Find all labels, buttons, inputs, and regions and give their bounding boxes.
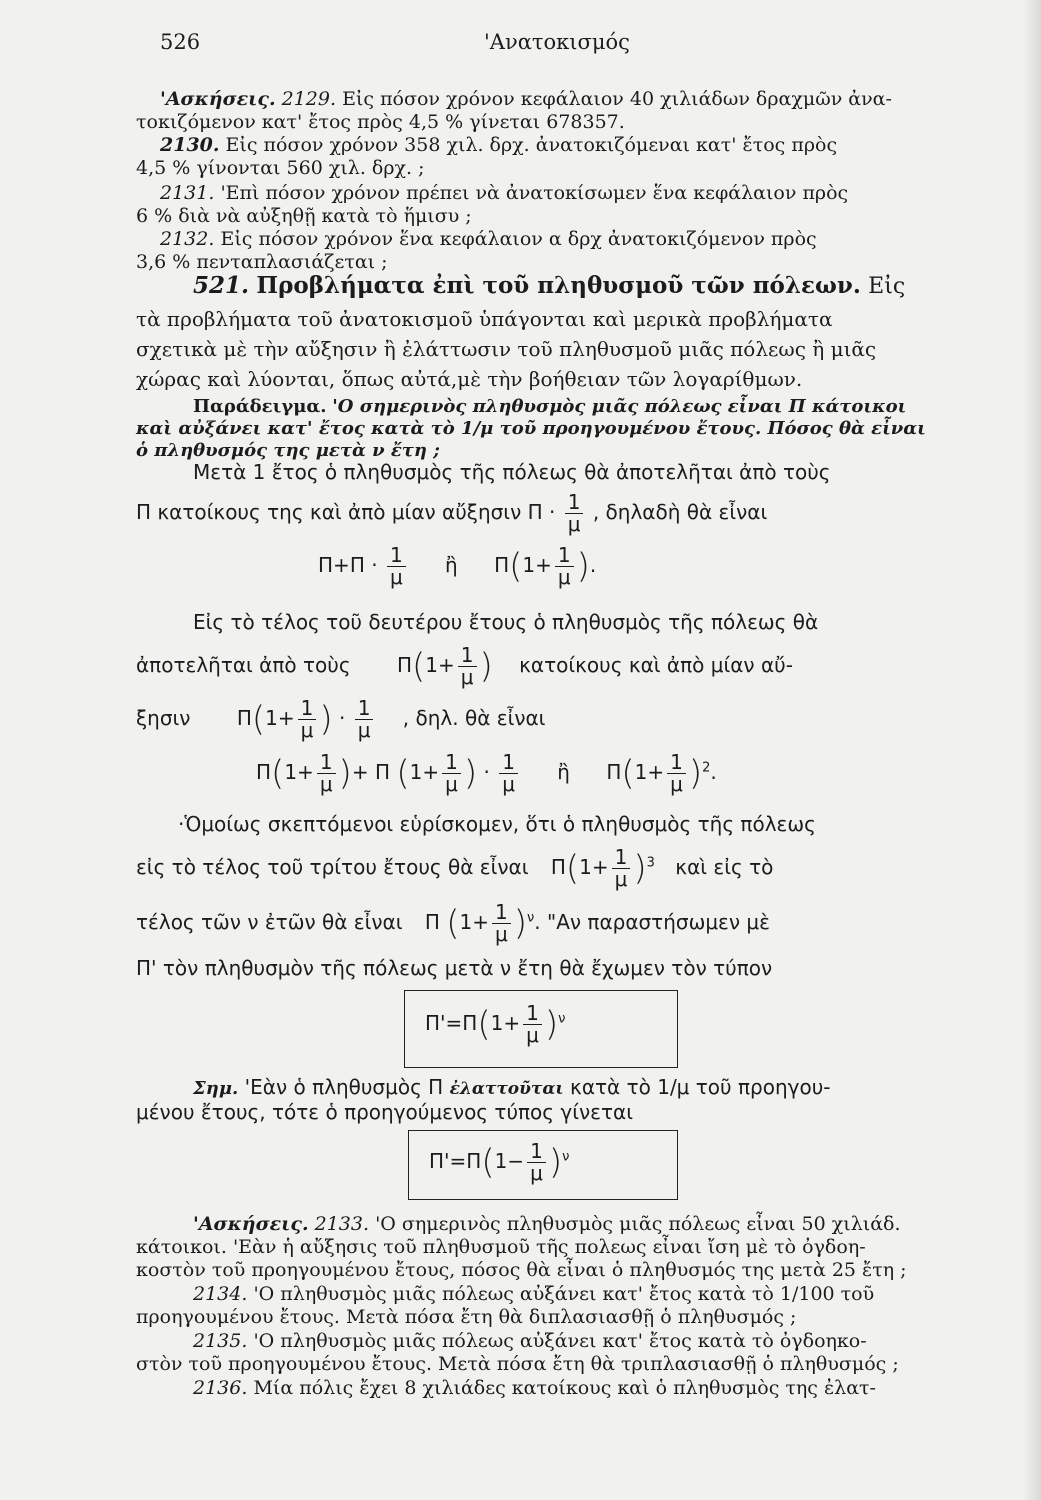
page-title: 'Ανατοκισμός [484, 30, 630, 54]
example-line-3: ὁ πληθυσμός της μετὰ ν ἔτη ; [136, 440, 440, 461]
note-line-2: μένου ἔτους, τότε ὁ προηγούμενος τύπος γίνεται [136, 1100, 633, 1124]
section-paragraph-2: σχετικὰ μὲ τὴν αὔξησιν ἢ ἐλάττωσιν τοῦ πληθυσμοῦ μιᾶς πόλεως ἢ μιᾶς [136, 337, 877, 361]
exercise-2130: 2130. Εἰς πόσον χρόνον 358 χιλ. δρχ. ἀνατοκιζόμεναι κατ' ἔτος πρὸς [160, 134, 838, 156]
body-line-c2: εἰς τὸ τέλος τοῦ τρίτου ἔτους θὰ εἶναι Π(1+ $\frac{1}{\mu}$ )$^3$ καὶ εἰς τὸ [136, 845, 774, 891]
exercise-2134: 2134. 'Ο πληθυσμὸς μιᾶς πόλεως αὐξάνει κατ' ἔτος κατὰ τὸ 1/100 τοῦ [193, 1283, 875, 1305]
exercise-2129: 'Ασκήσεις. 2129. Εἰς πόσον χρόνον κεφάλαιον 40 χιλιάδων δραχμῶν ἀνα- [160, 88, 892, 110]
exercises-label: 'Ασκήσεις. [160, 88, 276, 110]
body-line-c4: Π' τὸν πληθυσμὸν τῆς πόλεως μετὰ ν ἔτη θὰ ἔχωμεν τὸν τύπον [136, 956, 773, 980]
page-number: 526 [160, 30, 201, 54]
body-line-c3: τέλος τῶν ν ἐτῶν θὰ εἶναι Π (1+ $\frac{1}{\mu}$ )$^\nu$. "Αν παραστήσωμεν μὲ [136, 900, 770, 946]
body-line-a1: Μετὰ 1 ἔτος ὁ πληθυσμὸς τῆς πόλεως θὰ ἀποτελῆται ἀπὸ τοὺς [193, 460, 831, 484]
exercise-2135-l2: στὸν τοῦ προηγουμένου ἔτους. Μετὰ πόσα ἔτη θὰ τριπλασιασθῇ ὁ πληθυσμός ; [136, 1353, 899, 1375]
body-line-c1: ·Ὁμοίως σκεπτόμενοι εὑρίσκομεν, ὅτι ὁ πληθυσμὸς τῆς πόλεως [178, 812, 816, 836]
fraction-1-over-mu: $\frac{1}{\mu}$ [565, 492, 584, 535]
example-line-1: Παράδειγμα. 'Ο σημερινὸς πληθυσμὸς μιᾶς πόλεως εἶναι Π κάτοικοι [193, 396, 907, 417]
exercise-2131-cont: 6 % διὰ νὰ αὐξηθῇ κατὰ τὸ ἥμισυ ; [136, 205, 472, 227]
section-heading: 521. Προβλήματα ἐπὶ τοῦ πληθυσμοῦ τῶν πόλεων. Εἰς [193, 272, 906, 299]
body-line-a2: Π κατοίκους της καὶ ἀπὸ μίαν αὔξησιν Π · $\frac{1}{\mu}$ , δηλαδὴ θὰ εἶναι [136, 490, 768, 536]
exercise-2133: 'Ασκήσεις. 2133. 'Ο σημερινὸς πληθυσμὸς μιᾶς πόλεως εἶναι 50 χιλιάδ. [193, 1213, 901, 1235]
exercise-2129-cont: τοκιζόμενον κατ' ἔτος πρὸς 4,5 % γίνεται 678357. [136, 111, 625, 133]
body-line-b3: ξησιν Π(1+ $\frac{1}{\mu}$ ) · $\frac{1}{\mu}$ , δηλ. θὰ εἶναι [136, 696, 546, 742]
exercise-2135: 2135. 'Ο πληθυσμὸς μιᾶς πόλεως αὐξάνει κατ' ἔτος κατὰ τὸ ὀγδοηκο- [193, 1330, 867, 1352]
section-paragraph-1: τὰ προβλήματα τοῦ ἀνατοκισμοῦ ὑπάγονται καὶ μερικὰ προβλήματα [136, 307, 833, 331]
exercise-2132: 2132. Εἰς πόσον χρόνον ἕνα κεφάλαιον α δρχ ἀνατοκιζόμενον πρὸς [160, 228, 817, 250]
page-fold-shadow [1023, 0, 1041, 1500]
body-line-b2: ἀποτελῆται ἀπὸ τοὺς Π(1+ $\frac{1}{\mu}$ ) κατοίκους καὶ ἀπὸ μίαν αὔ- [136, 643, 793, 689]
note-line-1: Σημ. 'Εὰν ὁ πληθυσμὸς Π ἐλαττοῦται κατὰ τὸ 1/μ τοῦ προηγου- [193, 1075, 831, 1099]
exercise-2131: 2131. 'Επὶ πόσον χρόνον πρέπει νὰ ἀνατοκίσωμεν ἕνα κεφάλαιον πρὸς [160, 182, 849, 204]
formula-year-2: Π(1+ $\frac{1}{\mu}$ )+ Π (1+ $\frac{1}{\mu}$ ) · $\frac{1}{\mu}$ ἢ Π(1+ $\frac{1}{\mu}$ )$^2$. [256, 750, 717, 796]
formula-year-1: Π+Π · $\frac{1}{\mu}$ ἢ Π(1+ $\frac{1}{\mu}$ ). [318, 543, 597, 589]
exercise-2133-l3: κοστὸν τοῦ προηγουμένου ἔτους, πόσος θὰ εἶναι ὁ πληθυσμός της μετὰ 25 ἔτη ; [136, 1259, 907, 1281]
exercise-2136: 2136. Μία πόλις ἔχει 8 χιλιάδες κατοίκους καὶ ὁ πληθυσμὸς της ἐλατ- [193, 1377, 876, 1399]
formula-box-growth: Π'=Π(1+ $\frac{1}{\mu}$ )$^\nu$ [404, 990, 678, 1068]
exercise-2130-cont: 4,5 % γίνονται 560 χιλ. δρχ. ; [136, 157, 425, 179]
formula-box-decline: Π'=Π(1− $\frac{1}{\mu}$ )$^\nu$ [408, 1130, 678, 1200]
exercise-2133-l2: κάτοικοι. 'Εὰν ἡ αὔξησις τοῦ πληθυσμοῦ τῆς πολεως εἶναι ἴση μὲ τὸ ὀγδοη- [136, 1236, 866, 1258]
exercise-2132-cont: 3,6 % πενταπλασιάζεται ; [136, 251, 388, 273]
body-line-b1: Εἰς τὸ τέλος τοῦ δευτέρου ἔτους ὁ πληθυσμὸς τῆς πόλεως θὰ [193, 610, 819, 634]
exercise-2134-l2: προηγουμένου ἔτους. Μετὰ πόσα ἔτη θὰ διπλασιασθῇ ὁ πληθυσμός ; [136, 1306, 797, 1328]
example-line-2: καὶ αὐξάνει κατ' ἔτος κατὰ τὸ 1/μ τοῦ προηγουμένου ἔτους. Πόσος θὰ εἶναι [136, 418, 926, 439]
section-paragraph-3: χώρας καὶ λύονται, ὅπως αὐτά,μὲ τὴν βοήθειαν τῶν λογαρίθμων. [136, 367, 803, 391]
